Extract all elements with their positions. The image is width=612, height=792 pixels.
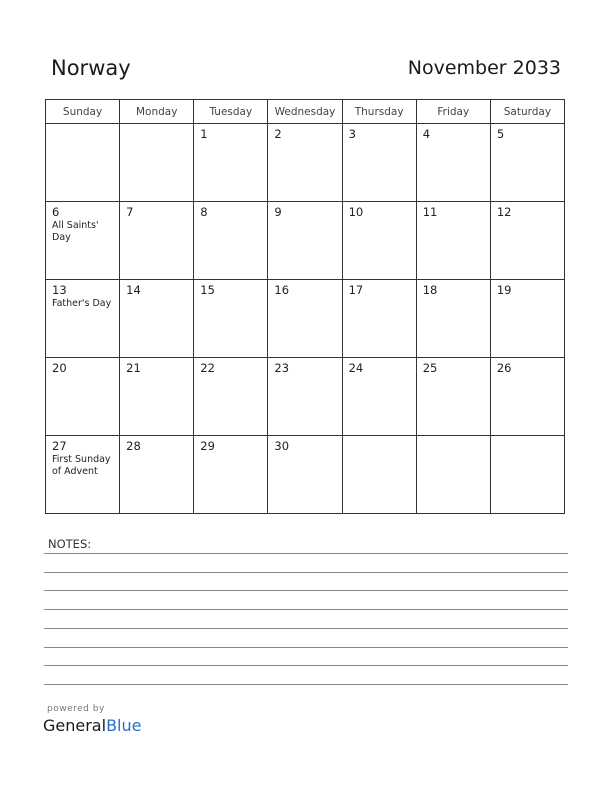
weekday-monday: Monday xyxy=(120,100,194,124)
notes-line xyxy=(44,684,568,685)
calendar-day-cell xyxy=(490,358,564,436)
calendar-day-cell xyxy=(120,358,194,436)
notes-line xyxy=(44,553,568,554)
weekday-sunday: Sunday xyxy=(46,100,120,124)
notes-line xyxy=(44,572,568,573)
day-number: 16 xyxy=(274,283,290,297)
calendar-day-cell xyxy=(268,202,342,280)
day-number: 29 xyxy=(200,439,215,453)
calendar-day-cell xyxy=(268,124,342,202)
day-number: 5 xyxy=(496,127,505,141)
day-number: 10 xyxy=(348,205,364,219)
calendar-day-cell xyxy=(46,280,120,358)
calendar-day-cell xyxy=(120,436,194,514)
calendar-day-cell xyxy=(194,202,268,280)
day-number: 18 xyxy=(422,283,438,297)
day-number: 3 xyxy=(348,127,356,141)
day-number: 11 xyxy=(422,205,438,219)
calendar-day-cell xyxy=(194,436,268,514)
calendar-day-cell xyxy=(194,358,268,436)
calendar-day-cell xyxy=(416,280,490,358)
calendar-day-cell xyxy=(342,124,416,202)
holiday-label: All Saints' Day xyxy=(52,220,99,243)
calendar-day-cell xyxy=(268,358,342,436)
calendar-day-cell xyxy=(194,280,268,358)
day-number: 13 xyxy=(52,283,67,297)
weekday-tuesday: Tuesday xyxy=(194,100,268,124)
calendar-day-cell xyxy=(342,280,416,358)
calendar-day-cell xyxy=(342,436,416,514)
calendar-day-cell xyxy=(268,280,342,358)
weekday-saturday: Saturday xyxy=(490,100,564,124)
brand-blue: Blue xyxy=(106,716,142,735)
day-number: 22 xyxy=(200,361,215,375)
calendar-day-cell xyxy=(416,124,490,202)
calendar-week-row xyxy=(46,202,565,280)
day-number: 1 xyxy=(200,127,208,141)
calendar-day-cell xyxy=(46,358,120,436)
calendar-day-cell xyxy=(342,358,416,436)
generalblue-logo xyxy=(43,716,141,735)
calendar-day-cell xyxy=(46,436,120,514)
calendar-grid xyxy=(45,99,565,514)
brand-general: General xyxy=(43,716,107,735)
notes-line xyxy=(44,590,568,591)
calendar-day-cell xyxy=(416,436,490,514)
day-number: 24 xyxy=(348,361,364,375)
calendar-day-cell xyxy=(268,436,342,514)
day-number: 8 xyxy=(200,205,208,219)
day-number: 23 xyxy=(274,361,290,375)
calendar-day-cell xyxy=(342,202,416,280)
day-number: 19 xyxy=(496,283,512,297)
day-number: 6 xyxy=(52,205,60,219)
day-number: 17 xyxy=(348,283,364,297)
calendar-day-cell xyxy=(120,202,194,280)
day-number: 30 xyxy=(274,439,290,453)
day-number: 9 xyxy=(274,205,282,219)
calendar-day-cell xyxy=(490,280,564,358)
day-number: 25 xyxy=(422,361,438,375)
weekday-thursday: Thursday xyxy=(342,100,416,124)
calendar-day-cell xyxy=(490,436,564,514)
holiday-label: First Sunday of Advent xyxy=(52,454,111,477)
calendar-day-cell xyxy=(490,124,564,202)
day-number: 15 xyxy=(200,283,215,297)
day-number: 28 xyxy=(126,439,141,453)
day-number: 12 xyxy=(496,205,512,219)
day-number: 14 xyxy=(126,283,141,297)
country-title: Norway xyxy=(51,56,131,80)
notes-line xyxy=(44,628,568,629)
calendar-day-cell xyxy=(120,124,194,202)
calendar-day-cell xyxy=(416,358,490,436)
notes-label: NOTES: xyxy=(48,537,92,551)
calendar-week-row xyxy=(46,280,565,358)
calendar-day-cell xyxy=(46,202,120,280)
calendar-day-cell xyxy=(120,280,194,358)
notes-line xyxy=(44,647,568,648)
weekday-wednesday: Wednesday xyxy=(268,100,342,124)
calendar-day-cell xyxy=(46,124,120,202)
day-number: 20 xyxy=(52,361,67,375)
day-number: 27 xyxy=(52,439,67,453)
notes-line xyxy=(44,609,568,610)
calendar-week-row xyxy=(46,436,565,514)
calendar-day-cell xyxy=(194,124,268,202)
calendar-day-cell xyxy=(416,202,490,280)
day-number: 21 xyxy=(126,361,141,375)
calendar-week-row xyxy=(46,358,565,436)
calendar-day-cell xyxy=(490,202,564,280)
day-number: 2 xyxy=(274,127,282,141)
notes-line xyxy=(44,665,568,666)
month-year-title: November 2033 xyxy=(407,57,561,79)
calendar-week-row xyxy=(46,124,565,202)
day-number: 4 xyxy=(422,127,431,141)
holiday-label: Father's Day xyxy=(52,298,112,309)
powered-by-text: powered by xyxy=(47,704,105,714)
day-number: 7 xyxy=(126,205,134,219)
day-number: 26 xyxy=(496,361,512,375)
weekday-friday: Friday xyxy=(416,100,490,124)
weekday-header-row xyxy=(46,100,565,124)
